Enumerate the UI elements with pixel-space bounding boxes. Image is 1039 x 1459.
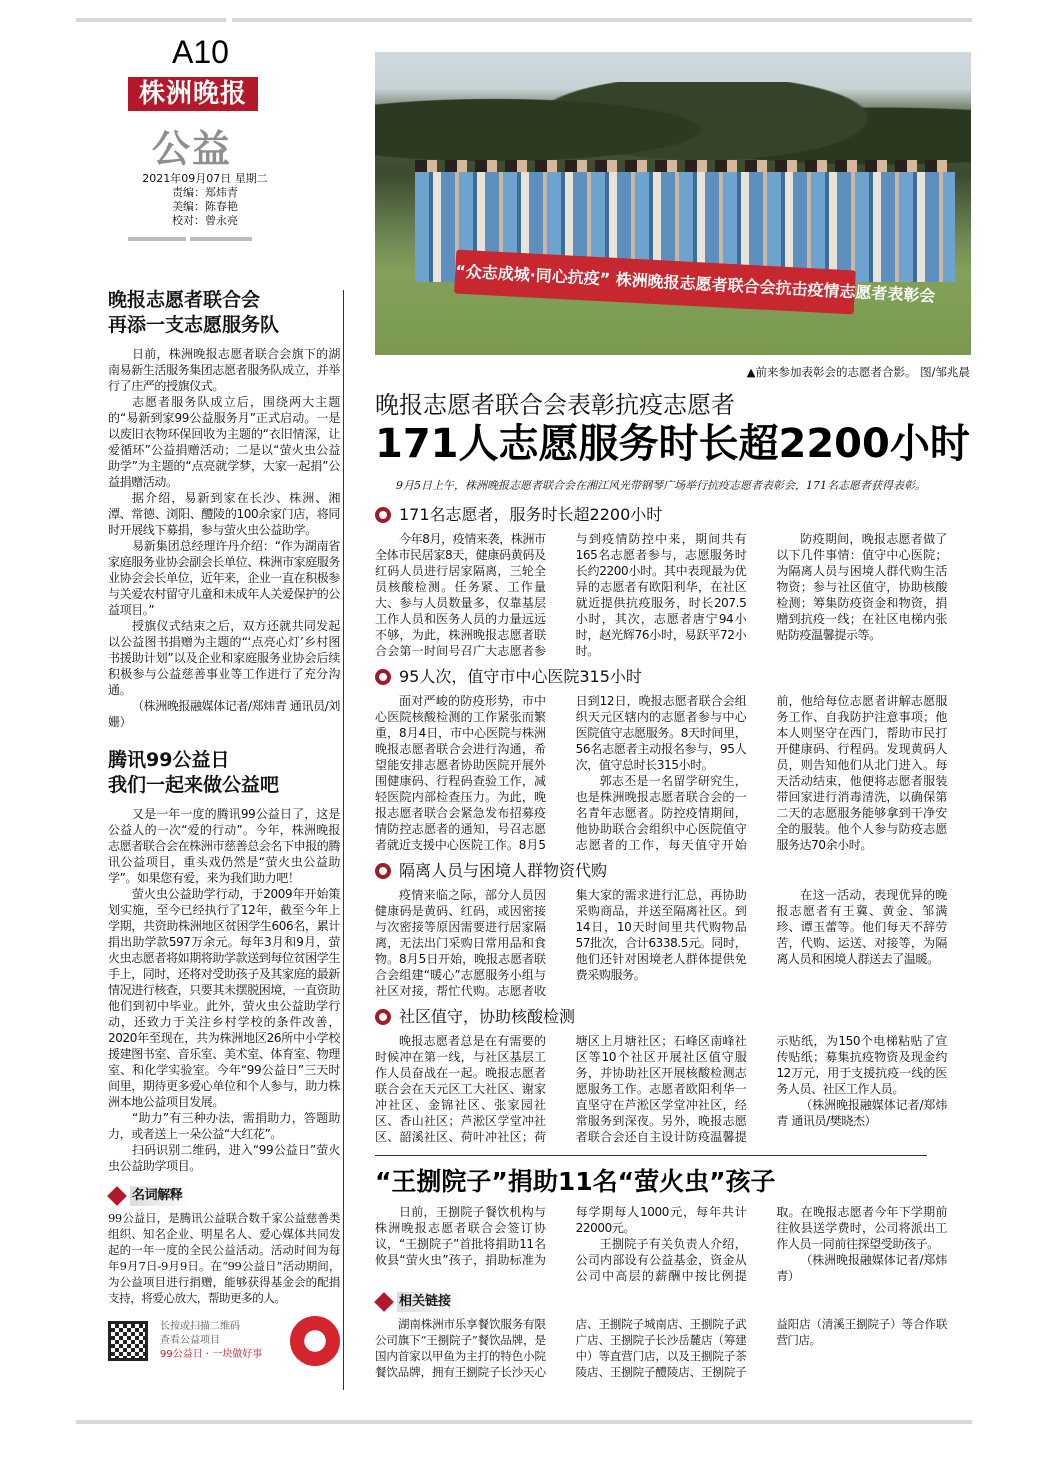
glossary-box	[108, 1186, 340, 1306]
related-links-tag	[375, 1292, 947, 1312]
column-divider	[343, 290, 344, 1390]
article-subhead: 晚报志愿者联合会表彰抗疫志愿者	[375, 391, 735, 419]
page-number: A10	[172, 34, 229, 70]
byline: （株洲晚报融媒体记者/郑炜青）	[776, 1253, 947, 1283]
paragraph: 萤火虫公益助学行动，于2009年开始策划实施，至今已经执行了12年，截至今年上学期，共资助株洲地区贫困学生606名，累计捐出助学款597万余元。每年3月和9月，萤火虫志愿者将如期将助学款送到每位贫困学生手上，同时，还将对受助孩子及其家庭的最新情况进行核查，只要其未摆脱困境，一直资助他们到初中毕业。此外，萤火虫公益助学行动，还致力于关注乡村学校的条件改善，2020年至现在，共为株洲地区26所中小学校援建图书室、音乐室、美术室、体育室、物理室、和化学实验室。今年“99公益日”三天时间里，期待更多爱心单位和个人参与，助力株洲本地公益项目发展。	[108, 887, 341, 1109]
ring-bullet-icon	[375, 507, 391, 523]
paragraph: 面对严峻的防疫形势，市中心医院核酸检测的工作紧张而繁重，8月4日，市中心医院与株洲晚报志愿者联合会进行沟通，希望能安排志愿者协助医院开展外围健康码、行程码查验工作，减轻医院内部检查压力。为此，晚报志愿者联合会紧急发布招募疫情防控志愿者的通知，号召志愿者就近支援中心医院工作。8月5日到12日，晚报志愿者联合会组织天元区辖内的志愿者参与中心医院值守志愿服务。8天时间里，56名志愿者主动报名参与，95人次，值守总时长315小时。	[375, 694, 747, 852]
paragraph: 郭志丕是一名留学研究生，也是株洲晚报志愿者联合会的一名青年志愿者。防控疫情期间，他协助联合会组织中心医院值守志愿者的工作，每天值守开始前，他给每位志愿者讲解志愿服务工作、自我防护注意事项；他本人则坚守在西门，帮助市民打开健康码、行程码。发现黄码人员，则告知他们从北门进入。每天活动结束，他便将志愿者服装带回家进行消毒清洗，以确保第二天的志愿服务能够拿到干净安全的服装。他个人参与防疫志愿服务达70余小时。	[575, 694, 947, 852]
photo-caption: ▲前来参加表彰会的志愿者合影。 图/邹兆晨	[746, 365, 970, 379]
second-article-body	[375, 1204, 947, 1284]
qr-line: 99公益日 · 一块做好事	[160, 1349, 263, 1360]
related-links-body	[375, 1316, 947, 1380]
paragraph: “助力”有三种办法，需捐助力，答题助力，或者送上一朵公益“大红花”。	[108, 1111, 340, 1141]
article-headline: 171人志愿服务时长超2200小时	[375, 421, 970, 467]
qr-line: 查看公益项目	[160, 1335, 220, 1346]
newspaper-logo: 株洲晚报	[128, 77, 258, 111]
article-divider	[375, 1155, 927, 1156]
qr-line: 长按或扫描二维码	[160, 1321, 240, 1332]
section-heading	[375, 505, 947, 525]
byline: （株洲晚报融媒体记者/郑炜青 通讯员/刘姗）	[108, 699, 340, 729]
paragraph: 日前，株洲晚报志愿者联合会旗下的湖南易新生活服务集团志愿者服务队成立，并举行了庄严的授旗仪式。	[108, 347, 341, 393]
top-rule	[76, 18, 226, 22]
pencil-icon	[374, 1292, 394, 1312]
title-line: 我们一起来做公益吧	[108, 774, 280, 796]
section-body	[375, 693, 947, 853]
related-links-label: 相关链接	[397, 1292, 461, 1312]
section-body	[375, 887, 947, 999]
paragraph: 疫情来临之际，部分人员因健康码是黄码、红码，或因密接与次密接等原因需要进行居家隔离，无法出门采购日常用品和食物。8月5日开始，晚报志愿者联合会组建“暖心”志愿服务小组与社区对接，帮忙代购。志愿者收集大家的需求进行汇总，再协助采购商品，并送至隔离社区。到14日，10天时间里共代购物品57批次，合计6338.5元。同时，他们还针对困境老人群体提供免费采购服务。	[375, 888, 747, 998]
glossary-text: 99公益日，是腾讯公益联合数千家公益慈善类组织、知名企业、明星名人、爱心媒体共同发起的一年一度的全民公益活动。活动时间为每年9月7日-9月9日。在“99公益日”活动期间，为公益项目进行捐赠，能够获得基金会的配捐支持，将爱心放大，帮助更多的人。	[108, 1211, 340, 1305]
divider	[128, 237, 186, 241]
editor-credit: 责编：郑炜青	[172, 186, 238, 199]
paragraph: 今年8月，疫情来袭，株洲市全体市民居家8天，健康码黄码及红码人员进行居家隔离，三轮全员核酸检测。任务紧、工作量大、参与人员数量多，仅靠基层工作人员和医务人员的力量远远不够，为此，株洲晚报志愿者联合会第一时间号召广大志愿者参与到疫情防控中来，期间共有165名志愿者参与，志愿服务时长约2200小时。其中表现最为优异的志愿者有欧阳利华，在社区就近提供抗疫服务，时长207.5小时，其次，志愿者唐宁94小时，赵光辉76小时，易跃平72小时。	[375, 532, 747, 658]
section-heading-text: 社区值守，协助核酸检测	[399, 1007, 576, 1026]
title-line: 再添一支志愿服务队	[108, 314, 280, 336]
ring-bullet-icon	[375, 669, 391, 685]
ring-bullet-icon	[375, 1009, 391, 1025]
bottom-rule	[76, 1420, 972, 1424]
section-heading	[375, 1007, 947, 1027]
paragraph: 在这一活动，表现优异的晚报志愿者有王冀、黄金、邹满珍、谭玉蕾等。他们每天不辞劳苦，代购、运送、对接等，为隔离人员和困境人群送去了温暖。	[776, 888, 947, 966]
ring-bullet-icon	[375, 863, 391, 879]
paragraph: 晚报志愿者总是在有需要的时候冲在第一线，与社区基层工作人员奋战在一起。晚报志愿者联合会在天元区工大社区、谢家冲社区、金锦社区、张家园社区、香山社区；芦淞区学堂冲社区、韶溪社区、荷叶冲社区；荷塘区上月塘社区；石峰区南峰社区等10个社区开展社区值守服务，并协助社区开展核酸检测志愿服务工作。志愿者欧阳利华一直坚守在芦淞区学堂冲社区，经常服务到深夜。另外，晚报志愿者联合会还自主设计防疫温馨提示贴纸，为150个电梯粘贴了宣传贴纸；募集抗疫物资及现金约12万元，用于支援抗疫一线的医务人员、社区工作人员。	[375, 1034, 947, 1144]
side-article-2-body	[108, 806, 340, 1174]
side-article-1-body	[108, 346, 340, 730]
designer-credit: 美编：陈春艳	[172, 200, 238, 213]
top-rule	[232, 18, 972, 22]
section-heading	[375, 667, 947, 687]
pencil-icon	[107, 1186, 127, 1206]
title-line: 腾讯99公益日	[108, 749, 230, 771]
section-body	[375, 531, 947, 659]
qr-code[interactable]	[108, 1321, 148, 1361]
left-column	[108, 288, 340, 1366]
title-line: 晚报志愿者联合会	[108, 289, 261, 311]
paragraph: 又是一年一度的腾讯99公益日了，这是公益人的一次“爱的行动”。今年，株洲晚报志愿者联合会在株洲市慈善总会名下申报的腾讯公益项目，重头戏仍然是“萤火虫公益助学”。如果您有爱，来为我们助力吧！	[108, 807, 341, 885]
section-name: 公益	[152, 126, 233, 171]
qr-caption	[160, 1320, 278, 1362]
section-body	[375, 1033, 947, 1145]
issue-date: 2021年09月07日 星期二	[142, 172, 268, 185]
red-flower-mascot-icon	[290, 1316, 340, 1366]
section-heading-text: 171名志愿者，服务时长超2200小时	[399, 505, 663, 524]
glossary-label: 名词解释	[130, 1186, 192, 1206]
main-column	[375, 390, 970, 1380]
side-article-2-title	[108, 748, 340, 798]
paragraph: 授旗仪式结束之后，双方还就共同发起以公益图书捐赠为主题的“‘点亮心灯’乡村图书援助计划”以及企业和家庭服务业协会后续积极参与公益慈善事业等工作进行了充分沟通。	[108, 619, 340, 697]
qr-row	[108, 1316, 340, 1366]
photo-banner: “众志成城·同心抗疫” 株洲晚报志愿者联合会抗击疫情志愿者表彰会	[454, 250, 856, 315]
paragraph: 扫码识别二维码，进入“99公益日”萤火虫公益助学项目。	[108, 1143, 340, 1173]
second-article-title: “王捌院子”捐助11名“萤火虫”孩子	[375, 1167, 776, 1196]
glossary-tag	[108, 1186, 340, 1206]
paragraph: 防疫期间，晚报志愿者做了以下几件事情：值守中心医院；为隔离人员与困境人群代购生活物资；参与社区值守，协助核酸检测；筹集防疫资金和物资，捐赠到抗疫一线；在社区电梯内张贴防疫温馨提示等。	[776, 532, 947, 642]
paragraph: 据介绍，易新到家在长沙、株洲、湘潭、常德、浏阳、醴陵的100余家门店，将同时开展线下募捐，参与萤火虫公益助学。	[108, 491, 340, 537]
article-lead: 9月5日上午，株洲晚报志愿者联合会在湘江风光带钢琴广场举行抗疫志愿者表彰会，171名志愿者获得表彰。	[396, 479, 926, 492]
paragraph: 日前，王捌院子餐饮机构与株洲晚报志愿者联合会签订协议，“王捌院子”首批将捐助11名攸县“萤火虫”孩子，捐助标准为每学期每人1000元，每年共计22000元。	[375, 1205, 747, 1267]
proofreader-credit: 校对：曾永亮	[172, 214, 238, 227]
side-article-1-title	[108, 288, 340, 338]
paragraph: 志愿者服务队成立后，围绕两大主题的“易新到家99公益服务月”正式启动。一是以废旧衣物环保回收为主题的“衣旧情深，让爱循环”公益捐赠活动；二是以“萤火虫公益助学”为主题的“点亮就学梦，大家一起捐”公益捐赠活动。	[108, 395, 340, 489]
byline: （株洲晚报融媒体记者/郑炜青 通讯员/樊晓杰）	[776, 1098, 947, 1128]
paragraph: 湖南株洲市乐享餐饮服务有限公司旗下“王捌院子”餐饮品牌，是国内首家以甲鱼为主打的特色小院餐饮品牌，拥有王捌院子长沙天心店、王捌院子城南店、王捌院子武广店、王捌院子长沙岳麓店（筹建中）等直营门店，以及王捌院子茶陵店、王捌院子醴陵店、王捌院子益阳店（清溪王捌院子）等合作联营门店。	[375, 1317, 947, 1379]
section-heading-text: 隔离人员与困境人群物资代购	[399, 861, 608, 880]
paragraph: 易新集团总经理许丹介绍：“作为湖南省家庭服务业协会副会长单位、株洲市家庭服务业协会会长单位，近年来，企业一直在积极参与关爱农村留守儿童和未成年人关爱保护的公益项目。”	[108, 539, 341, 617]
group-photo	[375, 52, 971, 355]
section-heading-text: 95人次，值守市中心医院315小时	[399, 667, 642, 686]
divider	[190, 237, 252, 241]
paragraph: 王捌院子有关负责人介绍，公司内部设有公益基金，资金从公司中高层的薪酬中按比例提取。在晚报志愿者今年下学期前往攸县送学费时，公司将派出工作人员一同前往探望受助孩子。	[575, 1205, 947, 1283]
section-heading	[375, 861, 947, 881]
